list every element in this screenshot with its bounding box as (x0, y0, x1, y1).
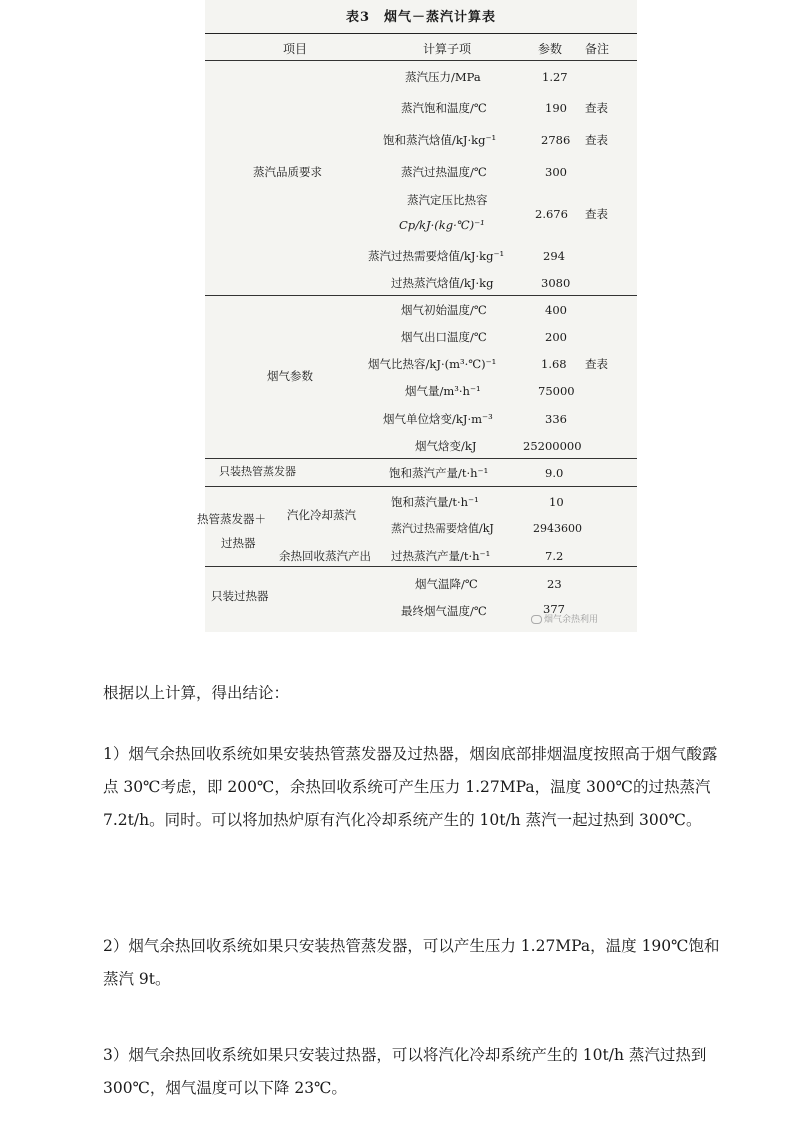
header-item: 项目 (283, 42, 308, 56)
row-sub: 烟气单位焓变/kJ·m⁻³ (383, 412, 493, 426)
row-param: 400 (545, 303, 567, 317)
row-param: 2786 (541, 133, 571, 147)
row-param: 25200000 (523, 439, 582, 453)
row-sub: 蒸汽定压比热容 (407, 193, 488, 207)
row-param: 294 (543, 249, 565, 263)
paragraph-conclusion-3: 3）烟气余热回收系统如果只安装过热器，可以将汽化冷却系统产生的 10t/h 蒸汽过热到 300℃，烟气温度可以下降 23℃。 (103, 1046, 707, 1097)
header-param: 参数 (538, 42, 563, 56)
row-sub: 蒸汽压力/MPa (405, 70, 481, 84)
row-param: 9.0 (545, 466, 564, 480)
row-param: 300 (545, 165, 567, 179)
row-sub: 烟气焓变/kJ (415, 439, 477, 453)
group-steam-quality: 蒸汽品质要求 (253, 165, 322, 179)
subgroup-vaporization: 汽化冷却蒸汽 (287, 508, 356, 522)
row-sub: 蒸汽过热温度/℃ (401, 165, 487, 179)
header-sub: 计算子项 (423, 42, 472, 56)
group-evaporator-only: 只装热管蒸发器 (219, 465, 296, 478)
row-param: 75000 (538, 384, 575, 398)
subgroup-recovery: 余热回收蒸汽产出 (279, 549, 371, 563)
row-sub: 饱和蒸汽焓值/kJ·kg⁻¹ (383, 133, 497, 147)
row-sub: 蒸汽过热需要焓值/kJ·kg⁻¹ (368, 249, 505, 263)
header-note: 备注 (585, 42, 610, 56)
row-param: 7.2 (545, 549, 564, 563)
row-sub: 饱和蒸汽量/t·h⁻¹ (391, 495, 479, 509)
rule-after-flue (205, 458, 637, 459)
row-sub: 过热蒸汽焓值/kJ·kg (391, 276, 494, 290)
row-sub: 饱和蒸汽产量/t·h⁻¹ (389, 466, 489, 480)
row-sub: 过热蒸汽产量/t·h⁻¹ (391, 549, 491, 563)
row-sub: 烟气出口温度/℃ (401, 330, 487, 344)
row-note: 查表 (585, 207, 608, 221)
row-param: 10 (549, 495, 564, 509)
group-superheater-only: 只装过热器 (211, 589, 269, 603)
row-param: 2943600 (533, 522, 582, 535)
rule-after-combo (205, 566, 637, 567)
row-param: 3080 (541, 276, 571, 290)
table-title: 表3 烟气－蒸汽计算表 (345, 10, 497, 25)
row-sub: 烟气初始温度/℃ (401, 303, 487, 317)
row-param: 190 (545, 101, 567, 115)
row-param: 1.27 (542, 70, 568, 84)
row-note: 查表 (585, 133, 608, 147)
row-param: 336 (545, 412, 567, 426)
row-note: 查表 (585, 101, 608, 115)
row-param: 23 (547, 577, 562, 591)
row-sub: 蒸汽饱和温度/℃ (401, 101, 487, 115)
row-note: 查表 (585, 357, 608, 371)
table-top-rule (205, 33, 637, 34)
paragraph-conclusion-intro: 根据以上计算，得出结论： (103, 684, 290, 702)
watermark (531, 612, 598, 625)
group-flue-gas: 烟气参数 (267, 369, 313, 383)
paragraph-conclusion-2: 2）烟气余热回收系统如果只安装热管蒸发器，可以产生压力 1.27MPa，温度 190℃饱和蒸汽 9t。 (103, 937, 720, 988)
row-sub: 烟气量/m³·h⁻¹ (405, 384, 481, 398)
chat-bubble-icon (531, 615, 542, 624)
rule-after-evap (205, 486, 637, 487)
rule-after-steam (205, 295, 637, 296)
group-evap-superheater: 热管蒸发器＋ (197, 512, 266, 526)
table-image (197, 0, 637, 632)
row-param: 377 (543, 602, 565, 616)
row-param: 200 (545, 330, 567, 344)
group-evap-superheater-2: 过热器 (221, 536, 256, 550)
row-sub: 最终烟气温度/℃ (401, 604, 487, 618)
row-sub: 烟气温降/℃ (415, 577, 478, 591)
header-bottom-rule (205, 60, 637, 61)
row-sub-2: Cp/kJ·(kg·℃)⁻¹ (399, 218, 485, 232)
watermark-text: 烟气余热利用 (544, 615, 599, 625)
row-sub: 烟气比热容/kJ·(m³·℃)⁻¹ (368, 357, 497, 371)
paragraph-conclusion-1: 1）烟气余热回收系统如果安装热管蒸发器及过热器，烟囱底部排烟温度按照高于烟气酸露点 30℃考虑，即 200℃，余热回收系统可产生压力 1.27MPa，温度 300℃的过热蒸汽 7.2t/h。同时。可以将加热炉原有汽化冷却系统产生的 10t/h 蒸汽一起过热到 300℃。 (103, 745, 718, 829)
row-param: 2.676 (535, 207, 568, 221)
row-param: 1.68 (541, 357, 567, 371)
row-sub: 蒸汽过热需要焓值/kJ (391, 522, 494, 535)
